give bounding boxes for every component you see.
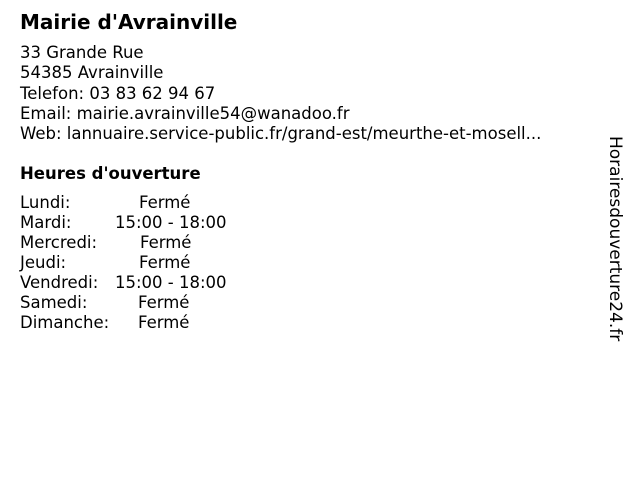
email-line: Email: mairie.avrainville54@wanadoo.fr [20, 103, 350, 123]
hours-value: Fermé [138, 313, 190, 332]
hours-value: Fermé [138, 293, 190, 312]
hours-value: Fermé [139, 193, 191, 212]
hours-value: Fermé [139, 253, 191, 272]
city-postal-code: 54385 Avrainville [20, 63, 164, 83]
day-label: Lundi: [20, 193, 71, 212]
day-label: Jeudi: [20, 253, 67, 272]
hours-value: Fermé [140, 233, 192, 252]
phone-line: Telefon: 03 83 62 94 67 [20, 83, 216, 103]
address-block [20, 43, 541, 144]
day-label: Samedi: [20, 293, 88, 312]
page-title: Mairie d'Avrainville [20, 10, 238, 34]
day-label: Vendredi: [20, 273, 99, 292]
web-line: Web: lannuaire.service-public.fr/grand-est/meurthe-et-mosell... [20, 124, 542, 144]
day-label: Mercredi: [20, 233, 98, 252]
site-watermark: Horairesdouverture24.fr [605, 136, 625, 342]
day-label: Mardi: [20, 213, 72, 232]
hours-value: 15:00 - 18:00 [115, 213, 227, 232]
street-address: 33 Grande Rue [20, 43, 144, 62]
opening-hours-heading: Heures d'ouverture [20, 164, 201, 183]
day-label: Dimanche: [20, 313, 110, 332]
hours-value: 15:00 - 18:00 [115, 273, 227, 292]
